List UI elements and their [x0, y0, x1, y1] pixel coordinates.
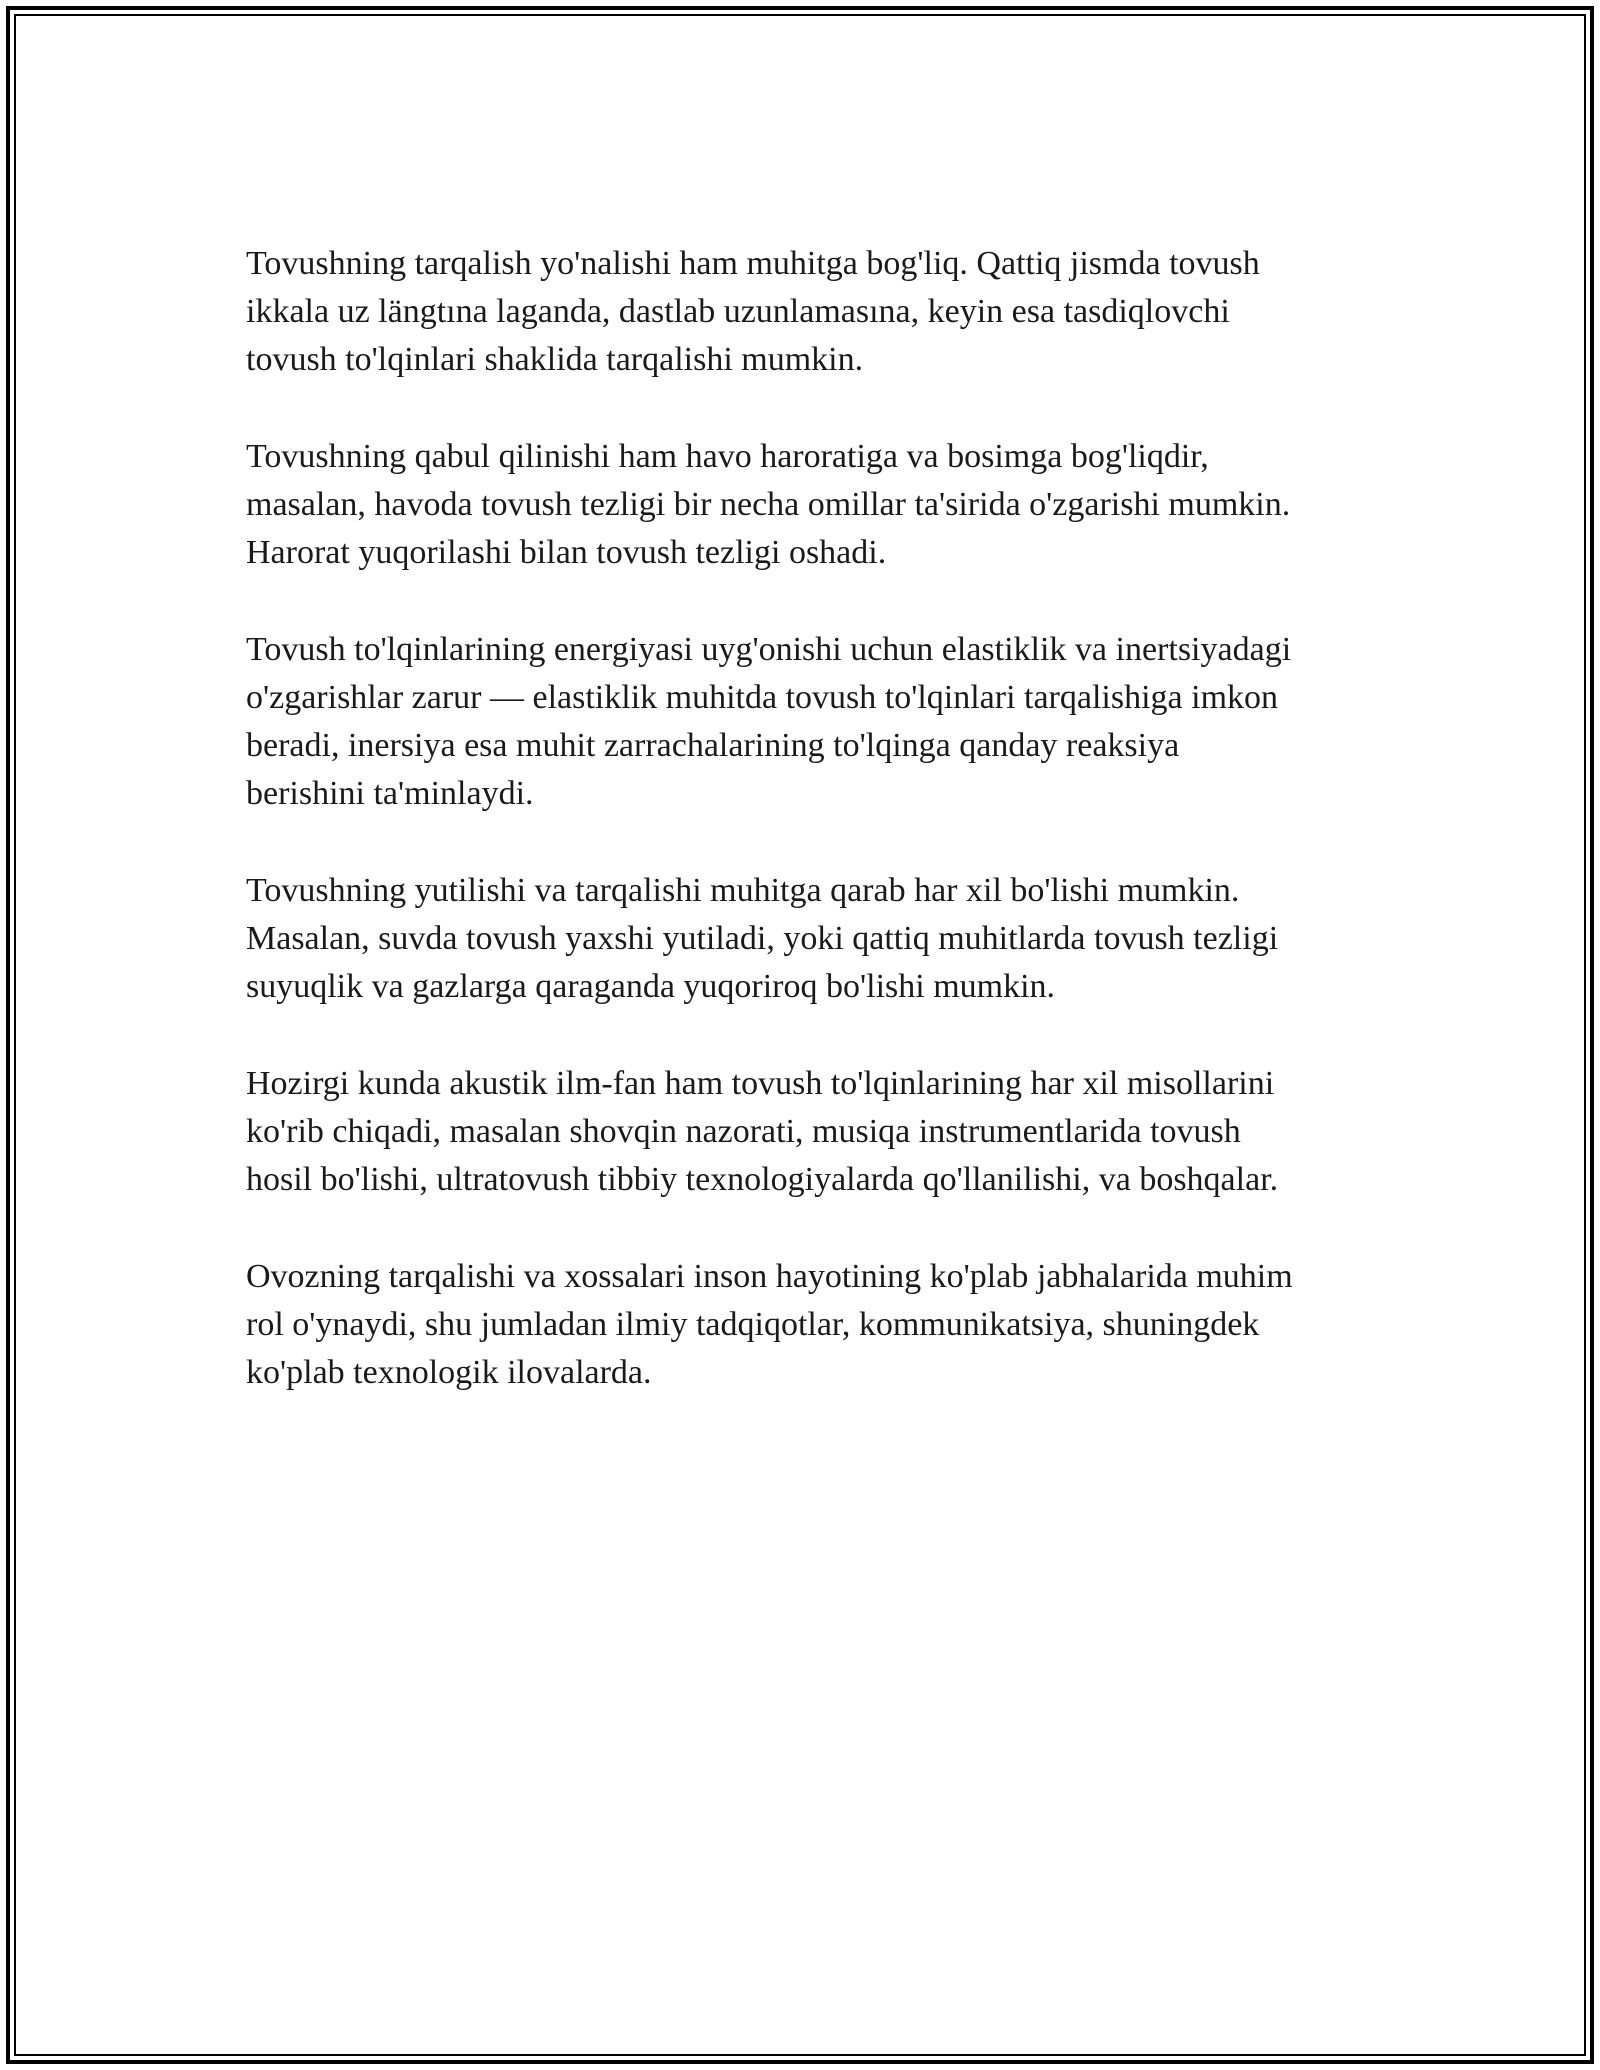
text-line: o'zgarishlar zarur — elastiklik muhitda tovush to'lqinlari tarqalishiga imkon	[246, 679, 1279, 716]
text-line: masalan, havoda tovush tezligi bir necha omillar ta'sirida o'zgarishi mumkin.	[246, 486, 1291, 523]
paragraph-acoustics-applications	[246, 1060, 1406, 1204]
document-body	[246, 240, 1406, 1446]
text-line: tovush to'lqinlari shaklida tarqalishi mumkin.	[246, 341, 864, 378]
text-line: ikkala uz längtına laganda, dastlab uzunlamasına, keyin esa tasdiqlovchi	[246, 293, 1230, 330]
text-line: Tovushning tarqalish yo'nalishi ham muhitga bog'liq. Qattiq jismda tovush	[246, 245, 1260, 282]
paragraph-sound-energy	[246, 626, 1406, 818]
text-line: ko'plab texnologik ilovalarda.	[246, 1354, 652, 1391]
paragraph-sound-direction	[246, 240, 1406, 384]
text-line: hosil bo'lishi, ultratovush tibbiy texnologiyalarda qo'llanilishi, va boshqalar.	[246, 1161, 1279, 1198]
text-line: Masalan, suvda tovush yaxshi yutiladi, yoki qattiq muhitlarda tovush tezligi	[246, 920, 1279, 957]
text-line: beradi, inersiya esa muhit zarrachalarining to'lqinga qanday reaksiya	[246, 727, 1180, 764]
text-line: Hozirgi kunda akustik ilm-fan ham tovush to'lqinlarining har xil misollarini	[246, 1065, 1275, 1102]
text-line: rol o'ynaydi, shu jumladan ilmiy tadqiqotlar, kommunikatsiya, shuningdek	[246, 1306, 1260, 1343]
text-line: ko'rib chiqadi, masalan shovqin nazorati, musiqa instrumentlarida tovush	[246, 1113, 1241, 1150]
paragraph-sound-importance	[246, 1253, 1406, 1397]
paragraph-sound-absorption	[246, 867, 1406, 1011]
text-line: Ovozning tarqalishi va xossalari inson hayotining ko'plab jabhalarida muhim	[246, 1258, 1293, 1295]
text-line: berishini ta'minlaydi.	[246, 775, 534, 812]
text-line: Tovushning yutilishi va tarqalishi muhitga qarab har xil bo'lishi mumkin.	[246, 872, 1240, 909]
paragraph-sound-perception	[246, 433, 1406, 577]
page-border	[6, 6, 1594, 2064]
text-line: Tovushning qabul qilinishi ham havo haroratiga va bosimga bog'liqdir,	[246, 438, 1209, 475]
text-line: suyuqlik va gazlarga qaraganda yuqoriroq bo'lishi mumkin.	[246, 968, 1056, 1005]
text-line: Tovush to'lqinlarining energiyasi uyg'onishi uchun elastiklik va inertsiyadagi	[246, 631, 1292, 668]
text-line: Harorat yuqorilashi bilan tovush tezligi oshadi.	[246, 534, 887, 571]
